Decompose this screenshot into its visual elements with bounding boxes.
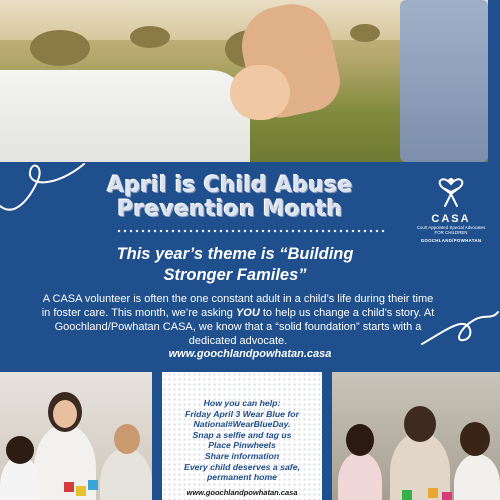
hero-photo-hand-holding bbox=[0, 0, 500, 162]
teacher-face bbox=[53, 400, 77, 428]
hay-bale bbox=[130, 26, 170, 48]
toy-block bbox=[64, 482, 74, 492]
toy-block bbox=[428, 488, 438, 498]
help-line: permanent home bbox=[207, 472, 277, 483]
help-card-website[interactable]: www.goochlandpowhatan.casa bbox=[186, 488, 298, 497]
child-shirt bbox=[0, 70, 250, 162]
child-figure-right bbox=[454, 454, 500, 500]
theme-line-1: This year’s theme is “Building bbox=[116, 245, 354, 263]
child-hand bbox=[230, 65, 290, 120]
dotted-divider bbox=[116, 229, 386, 233]
help-line: Place Pinwheels bbox=[208, 440, 276, 451]
theme-heading bbox=[80, 244, 390, 286]
website-link[interactable]: www.goochlandpowhatan.casa bbox=[168, 348, 332, 360]
logo-subtitle-2: FOR CHILDREN bbox=[434, 230, 468, 235]
adult-jeans bbox=[400, 0, 488, 162]
title-line-2: Prevention Month bbox=[117, 197, 343, 222]
help-line: How you can help: bbox=[203, 398, 281, 408]
hay-bale bbox=[30, 30, 90, 66]
child-figure-2 bbox=[100, 448, 152, 500]
help-card bbox=[162, 372, 322, 500]
logo-name: CASA bbox=[431, 213, 471, 225]
theme-line-2: Stronger Familes” bbox=[163, 266, 307, 284]
photo-teacher-children bbox=[0, 372, 152, 500]
toy-block bbox=[76, 486, 86, 496]
toy-block bbox=[442, 492, 452, 500]
body-text-part-2: to help us change a child’s story. At Goochland/Powhatan CASA, we know that a “solid foundation” starts with a dedicated advocate. bbox=[54, 307, 435, 347]
child-head-right bbox=[460, 422, 490, 456]
page-title bbox=[60, 174, 400, 222]
child-head-2 bbox=[114, 424, 140, 454]
help-line: Share information bbox=[204, 450, 280, 461]
adult-figure bbox=[390, 432, 450, 500]
title-line-1: April is Child Abuse bbox=[107, 173, 353, 198]
toy-block bbox=[88, 480, 98, 490]
help-line: Snap a selfie and tag us bbox=[192, 429, 292, 440]
body-emphasis: YOU bbox=[235, 307, 260, 319]
help-line: National#WearBlueDay. bbox=[193, 419, 291, 430]
adult-head bbox=[404, 406, 436, 442]
photo-children-playing bbox=[332, 372, 500, 500]
toy-block bbox=[402, 490, 412, 500]
logo-region: GOOCHLAND/POWHATAN bbox=[420, 238, 482, 243]
child-head bbox=[6, 436, 34, 464]
child-figure-left bbox=[338, 452, 382, 500]
logo-subtitle-1: Court Appointed Special Advocates bbox=[416, 225, 486, 230]
child-head-left bbox=[346, 424, 374, 456]
hero-edge bbox=[488, 0, 500, 162]
help-card-text bbox=[168, 398, 316, 483]
body-paragraph bbox=[38, 292, 438, 348]
casa-figure-heart-icon bbox=[433, 172, 469, 208]
help-line: Every child deserves a safe, bbox=[184, 461, 300, 472]
hay-bale bbox=[350, 24, 380, 42]
help-line: Friday April 3 Wear Blue for bbox=[185, 408, 299, 419]
body-text-part-1: A CASA volunteer is often the one constant adult in a child’s life during their time in foster care. This month, we’re asking bbox=[41, 293, 434, 319]
casa-logo bbox=[416, 172, 486, 243]
